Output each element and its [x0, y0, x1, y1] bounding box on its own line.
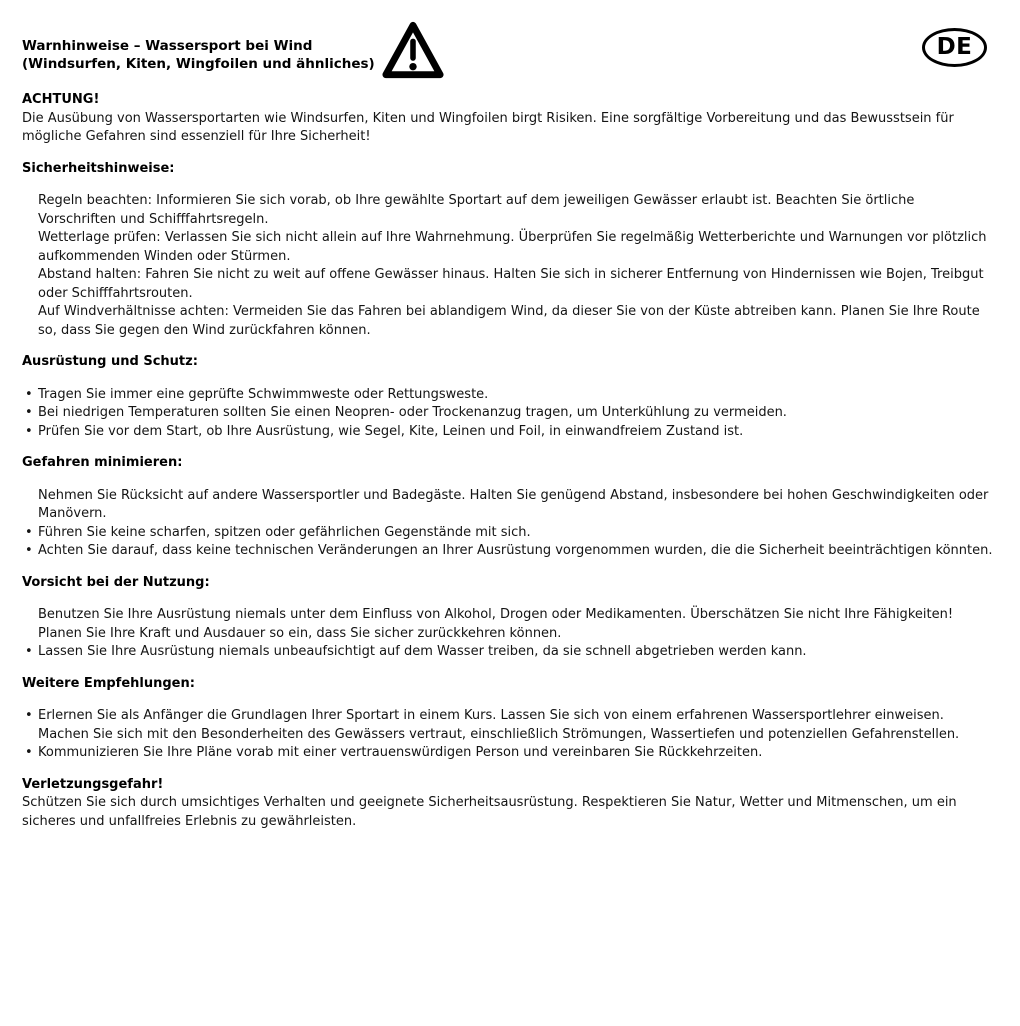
document-title — [22, 37, 375, 73]
list-item — [22, 404, 994, 423]
language-code-label: DE — [936, 34, 973, 61]
section-body-achtung: Die Ausübung von Wassersportarten wie Windsurfen, Kiten und Wingfoilen birgt Risiken. Eine sorgfältige Vorbereitung und das Bewusstsein für mögliche Gefahren sind essenziell für Ihre Sicherheit! — [22, 110, 954, 144]
section-sicherheitshinweise — [22, 160, 994, 341]
ausruestung-list — [22, 386, 994, 442]
section-body-verletzungsgefahr: Schützen Sie sich durch umsichtiges Verhalten und geeignete Sicherheitsausrüstung. Respektieren Sie Natur, Wetter und Mitmenschen, um ein sicheres und unfallfreies Erlebnis zu gewährleisten. — [22, 795, 957, 829]
bullet-icon: • — [25, 405, 33, 420]
title-line-2: (Windsurfen, Kiten, Wingfoilen und ähnliches) — [22, 56, 375, 72]
bullet-icon: • — [25, 708, 33, 723]
list-item — [22, 744, 994, 763]
section-weitere-empfehlungen — [22, 675, 994, 763]
section-heading-vorsicht: Vorsicht bei der Nutzung: — [22, 574, 210, 590]
bullet-icon: • — [25, 386, 33, 402]
list-item-text: Achten Sie darauf, dass keine technischen Veränderungen an Ihrer Ausrüstung vorgenommen wurden, die die Sicherheit beeinträchtigen könnten. — [38, 543, 993, 558]
list-item-text: Kommunizieren Sie Ihre Pläne vorab mit einer vertrauenswürdigen Person und vereinbaren Sie Rückkehrzeiten. — [38, 745, 763, 760]
list-item: Wetterlage prüfen: Verlassen Sie sich nicht allein auf Ihre Wahrnehmung. Überprüfen Sie regelmäßig Wetterberichte und Warnungen vor plötzlich aufkommenden Winden oder Stürmen. — [38, 230, 987, 264]
section-achtung — [22, 91, 994, 147]
section-gefahren-minimieren — [22, 454, 994, 561]
list-item: Benutzen Sie Ihre Ausrüstung niemals unter dem Einfluss von Alkohol, Drogen oder Medikamenten. Überschätzen Sie nicht Ihre Fähigkeiten! Planen Sie Ihre Kraft und Ausdauer so ein, dass Sie sicher zurückkehren können. — [38, 607, 954, 641]
title-line-1: Warnhinweise – Wassersport bei Wind — [22, 38, 313, 54]
bullet-icon: • — [25, 745, 33, 760]
section-heading-sicherheitshinweise: Sicherheitshinweise: — [22, 160, 175, 176]
list-item-text: Bei niedrigen Temperaturen sollten Sie einen Neopren- oder Trockenanzug tragen, um Unterkühlung zu vermeiden. — [38, 405, 787, 420]
list-item — [22, 423, 994, 442]
list-item-text: Tragen Sie immer eine geprüfte Schwimmweste oder Rettungsweste. — [38, 386, 489, 402]
document-header — [22, 21, 994, 79]
section-ausruestung-und-schutz — [22, 353, 994, 441]
section-heading-ausruestung: Ausrüstung und Schutz: — [22, 354, 198, 369]
list-item-text: Prüfen Sie vor dem Start, ob Ihre Ausrüstung, wie Segel, Kite, Leinen und Foil, in einwandfreiem Zustand ist. — [38, 423, 744, 439]
warning-triangle-icon — [382, 21, 444, 79]
section-heading-weitere: Weitere Empfehlungen: — [22, 675, 195, 691]
list-item — [22, 643, 994, 662]
list-item — [22, 524, 994, 543]
list-item: Auf Windverhältnisse achten: Vermeiden Sie das Fahren bei ablandigem Wind, da dieser Sie von der Küste abtreiben kann. Planen Sie Ihre Route so, dass Sie gegen den Wind zurückfahren können. — [38, 304, 980, 338]
list-item-text: Erlernen Sie als Anfänger die Grundlagen Ihrer Sportart in einem Kurs. Lassen Sie sich von einem erfahrenen Wassersportlehrer einweisen. — [38, 708, 944, 723]
bullet-icon: • — [25, 423, 33, 439]
bullet-icon: • — [25, 644, 33, 659]
bullet-icon: • — [25, 524, 33, 540]
section-heading-achtung: ACHTUNG! — [22, 92, 100, 107]
bullet-icon: • — [25, 543, 33, 558]
list-item: Nehmen Sie Rücksicht auf andere Wassersportler und Badegäste. Halten Sie genügend Abstand, insbesondere bei hohen Geschwindigkeiten oder Manövern. — [38, 487, 989, 521]
sicherheitshinweise-list — [22, 192, 994, 340]
list-item — [22, 542, 994, 561]
list-item-text: Lassen Sie Ihre Ausrüstung niemals unbeaufsichtigt auf dem Wasser treiben, da sie schnell abgetrieben werden kann. — [38, 644, 807, 659]
list-item — [22, 707, 994, 726]
gefahren-list — [22, 487, 994, 561]
section-heading-verletzungsgefahr: Verletzungsgefahr! — [22, 776, 164, 792]
section-heading-gefahren: Gefahren minimieren: — [22, 455, 183, 470]
list-item: Abstand halten: Fahren Sie nicht zu weit auf offene Gewässer hinaus. Halten Sie sich in sicherer Entfernung von Hindernissen wie Bojen, Treibgut oder Schifffahrtsrouten. — [38, 267, 984, 301]
section-vorsicht-bei-der-nutzung — [22, 574, 994, 662]
section-verletzungsgefahr — [22, 776, 994, 832]
weitere-list — [22, 707, 994, 763]
list-item — [22, 386, 994, 405]
language-badge — [922, 28, 987, 67]
list-item-text: Führen Sie keine scharfen, spitzen oder gefährlichen Gegenstände mit sich. — [38, 524, 531, 540]
vorsicht-list — [22, 606, 994, 662]
list-item: Machen Sie sich mit den Besonderheiten des Gewässers vertraut, einschließlich Strömungen, Wassertiefen und potenziellen Gefahrenstellen. — [38, 726, 960, 742]
list-item: Regeln beachten: Informieren Sie sich vorab, ob Ihre gewählte Sportart auf dem jeweiligen Gewässer erlaubt ist. Beachten Sie örtliche Vorschriften und Schifffahrtsregeln. — [38, 193, 915, 227]
